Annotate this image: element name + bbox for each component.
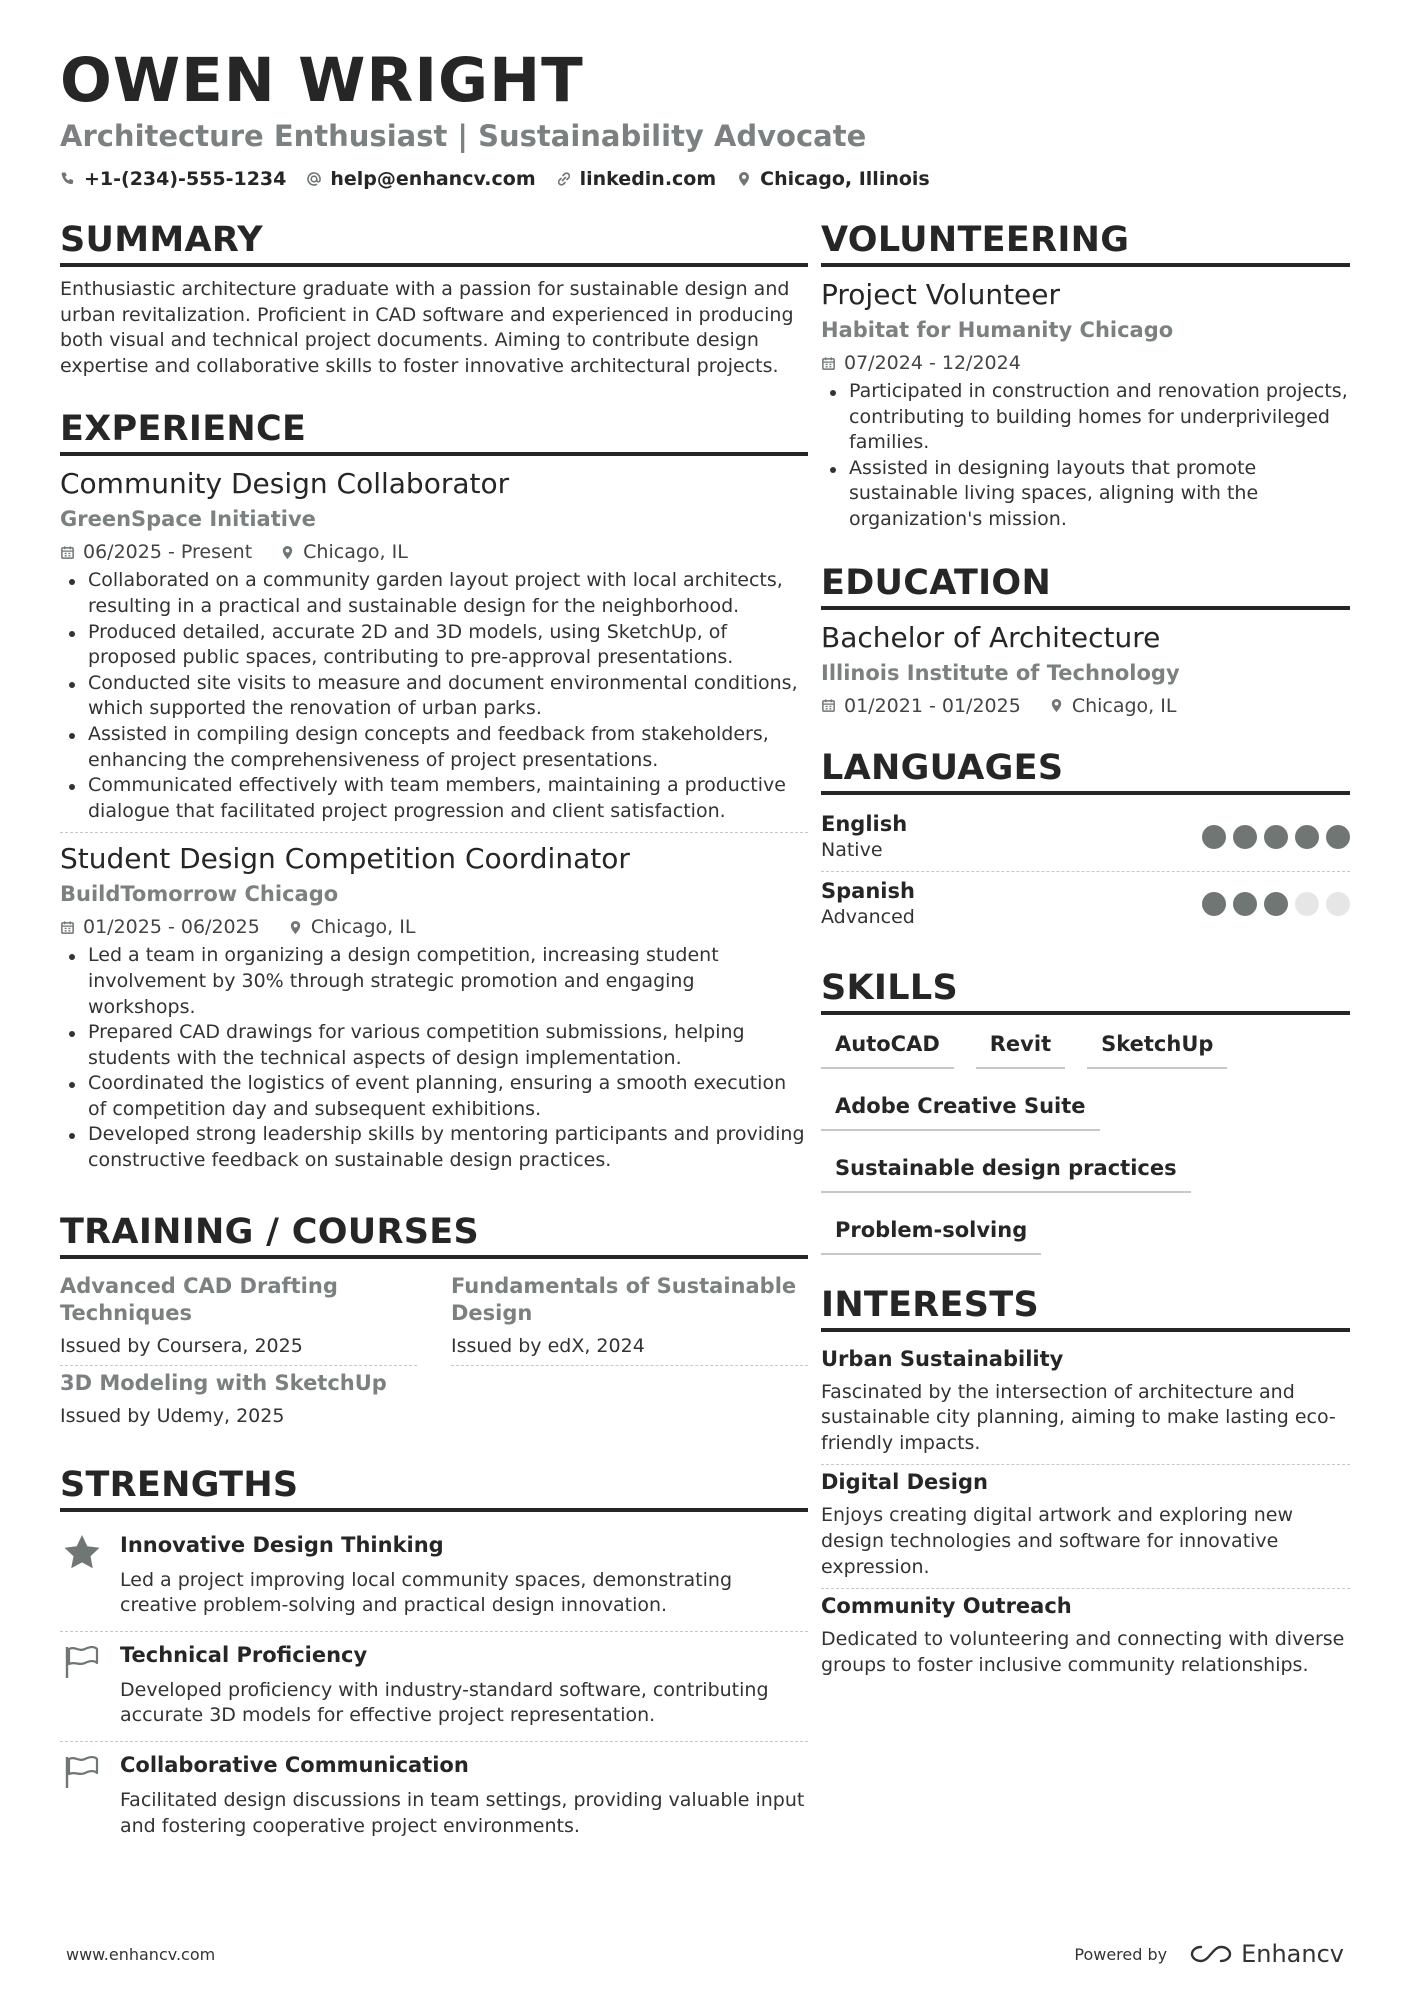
education-dates bbox=[821, 694, 1021, 718]
course-name: Fundamentals of Sustainable Design bbox=[451, 1273, 797, 1325]
job-dates bbox=[60, 915, 260, 939]
experience-section bbox=[60, 409, 808, 1181]
strength-desc: Led a project improving local community spaces, demonstrating creative problem-solving and practical design innovation. bbox=[120, 1568, 733, 1617]
skill-tag: AutoCAD bbox=[821, 1031, 954, 1069]
interest-item bbox=[821, 1589, 1350, 1686]
rating-dot-filled bbox=[1202, 825, 1226, 849]
language-level: Native bbox=[821, 838, 883, 861]
enhancv-wordmark: Enhancv bbox=[1241, 1940, 1344, 1968]
course-item bbox=[451, 1269, 808, 1366]
language-name: English bbox=[821, 811, 908, 836]
job-dates-text: 01/2025 - 06/2025 bbox=[83, 916, 260, 939]
course-issuer: Issued by edX, 2024 bbox=[451, 1334, 645, 1357]
course-name: 3D Modeling with SketchUp bbox=[60, 1370, 387, 1395]
volunteer-role: Project Volunteer bbox=[821, 278, 1061, 311]
job-location-text: Chicago, IL bbox=[310, 916, 416, 939]
candidate-title: Architecture Enthusiast | Sustainability Advocate bbox=[60, 119, 867, 153]
location-text: Chicago, Illinois bbox=[760, 168, 930, 190]
job-bullets bbox=[60, 943, 808, 1173]
flag-icon bbox=[63, 1644, 101, 1680]
rating-dot-filled bbox=[1202, 892, 1226, 916]
language-item bbox=[821, 872, 1350, 938]
interest-title: Digital Design bbox=[821, 1470, 988, 1495]
education-dates-text: 01/2021 - 01/2025 bbox=[844, 694, 1021, 717]
linkedin-text: linkedin.com bbox=[579, 168, 717, 190]
bullet-item: Produced detailed, accurate 2D and 3D models, using SketchUp, of proposed public spaces, contributing to pre-approval presentations. bbox=[60, 620, 808, 671]
job-meta bbox=[60, 540, 808, 564]
strength-item bbox=[60, 1742, 808, 1851]
summary-section bbox=[60, 220, 808, 379]
course-item bbox=[60, 1269, 417, 1366]
rating-dot-filled bbox=[1233, 892, 1257, 916]
location-pin-icon bbox=[1049, 698, 1064, 713]
contact-location bbox=[736, 168, 930, 190]
at-icon bbox=[306, 171, 322, 187]
right-column bbox=[821, 220, 1350, 1881]
resume-columns bbox=[60, 220, 1350, 1881]
calendar-icon bbox=[60, 920, 75, 935]
phone-text: +1-(234)-555-1234 bbox=[84, 168, 287, 190]
volunteer-meta bbox=[821, 351, 1350, 375]
languages-heading: LANGUAGES bbox=[821, 748, 1350, 795]
volunteer-dates-text: 07/2024 - 12/2024 bbox=[844, 352, 1021, 374]
skill-tag: Sustainable design practices bbox=[821, 1155, 1191, 1193]
languages-section bbox=[821, 748, 1350, 938]
calendar-icon bbox=[821, 356, 836, 371]
course-item bbox=[60, 1366, 417, 1435]
bullet-item: Assisted in designing layouts that promote sustainable living spaces, aligning with the organization's mission. bbox=[821, 456, 1350, 533]
strength-desc: Developed proficiency with industry-standard software, contributing accurate 3D models for effective project representation. bbox=[120, 1678, 769, 1727]
company-name: BuildTomorrow Chicago bbox=[60, 882, 339, 907]
rating-dot-filled bbox=[1264, 892, 1288, 916]
strength-icon-wrap bbox=[60, 1642, 104, 1729]
rating-dot-filled bbox=[1326, 825, 1350, 849]
training-section bbox=[60, 1212, 808, 1435]
skill-list bbox=[821, 1025, 1350, 1255]
footer-brand bbox=[1074, 1940, 1344, 1968]
language-rating bbox=[1202, 892, 1350, 916]
experience-entry bbox=[60, 841, 808, 1181]
skill-tag: Adobe Creative Suite bbox=[821, 1093, 1100, 1131]
summary-heading: SUMMARY bbox=[60, 220, 808, 267]
page-footer bbox=[66, 1940, 1344, 1968]
calendar-icon bbox=[821, 698, 836, 713]
phone-icon bbox=[60, 171, 76, 187]
contact-linkedin[interactable] bbox=[556, 168, 717, 190]
calendar-icon bbox=[60, 545, 75, 560]
location-pin-icon bbox=[736, 171, 752, 187]
location-pin-icon bbox=[280, 545, 295, 560]
interest-item bbox=[821, 1342, 1350, 1466]
job-title: Community Design Collaborator bbox=[60, 467, 510, 501]
education-meta bbox=[821, 694, 1350, 718]
volunteering-heading: VOLUNTEERING bbox=[821, 220, 1350, 267]
course-name: Advanced CAD Drafting Techniques bbox=[60, 1273, 338, 1325]
job-location-text: Chicago, IL bbox=[303, 541, 408, 564]
rating-dot-empty bbox=[1295, 892, 1319, 916]
email-text: help@enhancv.com bbox=[330, 168, 536, 190]
skills-section bbox=[821, 968, 1350, 1255]
summary-text: Enthusiastic architecture graduate with a passion for sustainable design and urban revitalization. Proficient in CAD software and experienced in producing both visual and technical project documents. Aiming to contribute design expertise and collaborative skills to foster innovative architectural projects. bbox=[60, 278, 794, 377]
candidate-name: OWEN WRIGHT bbox=[60, 45, 584, 116]
language-item bbox=[821, 805, 1350, 872]
job-location bbox=[288, 915, 416, 939]
company-name: GreenSpace Initiative bbox=[60, 507, 316, 532]
volunteer-org: Habitat for Humanity Chicago bbox=[821, 318, 1174, 342]
school-name: Illinois Institute of Technology bbox=[821, 660, 1180, 685]
job-dates-text: 06/2025 - Present bbox=[83, 541, 253, 564]
skill-tag: Revit bbox=[976, 1031, 1065, 1069]
location-pin-icon bbox=[288, 920, 303, 935]
language-level: Advanced bbox=[821, 905, 915, 928]
course-list bbox=[60, 1269, 808, 1435]
contact-email[interactable] bbox=[306, 168, 535, 190]
bullet-item: Prepared CAD drawings for various competition submissions, helping students with the technical aspects of design implementation. bbox=[60, 1020, 808, 1071]
footer-website-link[interactable]: www.enhancv.com bbox=[66, 1944, 216, 1964]
language-info bbox=[821, 811, 907, 863]
contact-bar bbox=[60, 168, 1350, 190]
experience-entry bbox=[60, 466, 808, 833]
bullet-item: Collaborated on a community garden layout project with local architects, resulting in a practical and sustainable design for the neighborhood. bbox=[60, 568, 808, 619]
bullet-item: Developed strong leadership skills by mentoring participants and providing constructive feedback on sustainable design practices. bbox=[60, 1122, 808, 1173]
strength-body bbox=[120, 1752, 808, 1839]
strength-item bbox=[60, 1632, 808, 1742]
education-section bbox=[821, 563, 1350, 718]
training-heading: TRAINING / COURSES bbox=[60, 1212, 808, 1259]
bullet-item: Participated in construction and renovation projects, contributing to building homes for underprivileged families. bbox=[821, 379, 1350, 456]
interest-item bbox=[821, 1465, 1350, 1589]
bullet-item: Conducted site visits to measure and document environmental conditions, which supported the renovation of urban parks. bbox=[60, 671, 808, 722]
experience-heading: EXPERIENCE bbox=[60, 409, 808, 456]
rating-dot-empty bbox=[1326, 892, 1350, 916]
star-icon bbox=[63, 1534, 101, 1570]
language-info bbox=[821, 878, 915, 930]
interest-desc: Dedicated to volunteering and connecting with diverse groups to foster inclusive community relationships. bbox=[821, 1628, 1345, 1676]
bullet-item: Assisted in compiling design concepts and feedback from stakeholders, enhancing the comprehensiveness of project presentations. bbox=[60, 722, 808, 773]
enhancv-logo[interactable] bbox=[1189, 1940, 1344, 1968]
resume-header bbox=[60, 0, 1350, 190]
strengths-heading: STRENGTHS bbox=[60, 1465, 808, 1512]
strength-icon-wrap bbox=[60, 1532, 104, 1619]
interest-desc: Fascinated by the intersection of architecture and sustainable city planning, aiming to make lasting eco-friendly impacts. bbox=[821, 1380, 1336, 1454]
strength-desc: Facilitated design discussions in team settings, providing valuable input and fostering cooperative project environments. bbox=[120, 1789, 805, 1837]
strengths-section bbox=[60, 1465, 808, 1852]
powered-by-label: Powered by bbox=[1074, 1944, 1168, 1964]
job-title: Student Design Competition Coordinator bbox=[60, 842, 630, 876]
skill-tag: SketchUp bbox=[1087, 1031, 1227, 1069]
contact-phone[interactable] bbox=[60, 168, 286, 190]
enhancv-logo-icon bbox=[1189, 1943, 1233, 1965]
skill-tag: Problem-solving bbox=[821, 1217, 1041, 1255]
interest-title: Community Outreach bbox=[821, 1594, 1072, 1619]
education-heading: EDUCATION bbox=[821, 563, 1350, 610]
education-location-text: Chicago, IL bbox=[1071, 694, 1177, 717]
bullet-item: Led a team in organizing a design competition, increasing student involvement by 30% through strategic promotion and engaging workshops. bbox=[60, 943, 808, 1020]
education-location bbox=[1049, 694, 1177, 718]
strength-body bbox=[120, 1532, 808, 1619]
job-location bbox=[280, 540, 408, 564]
interest-title: Urban Sustainability bbox=[821, 1346, 1064, 1371]
job-dates bbox=[60, 540, 252, 564]
strength-title: Innovative Design Thinking bbox=[120, 1532, 444, 1557]
strength-icon-wrap bbox=[60, 1752, 104, 1839]
interests-heading: INTERESTS bbox=[821, 1285, 1350, 1332]
course-issuer: Issued by Udemy, 2025 bbox=[60, 1404, 285, 1427]
degree-name: Bachelor of Architecture bbox=[821, 620, 1161, 654]
job-meta bbox=[60, 915, 808, 939]
language-name: Spanish bbox=[821, 878, 915, 903]
language-rating bbox=[1202, 825, 1350, 849]
volunteer-dates bbox=[821, 351, 1021, 375]
link-icon bbox=[556, 171, 572, 187]
skills-heading: SKILLS bbox=[821, 968, 1350, 1015]
volunteer-bullets bbox=[821, 379, 1350, 533]
rating-dot-filled bbox=[1295, 825, 1319, 849]
rating-dot-filled bbox=[1264, 825, 1288, 849]
volunteering-section bbox=[821, 220, 1350, 533]
flag-icon bbox=[63, 1754, 101, 1790]
course-issuer: Issued by Coursera, 2025 bbox=[60, 1334, 303, 1357]
job-bullets bbox=[60, 568, 808, 824]
strength-title: Collaborative Communication bbox=[120, 1753, 469, 1778]
bullet-item: Communicated effectively with team members, maintaining a productive dialogue that facilitated project progression and client satisfaction. bbox=[60, 773, 808, 824]
interests-section bbox=[821, 1285, 1350, 1687]
strength-title: Technical Proficiency bbox=[120, 1642, 368, 1667]
left-column bbox=[60, 220, 808, 1881]
strength-body bbox=[120, 1642, 808, 1729]
bullet-item: Coordinated the logistics of event planning, ensuring a smooth execution of competition day and subsequent exhibitions. bbox=[60, 1071, 808, 1122]
strength-item bbox=[60, 1522, 808, 1632]
interest-desc: Enjoys creating digital artwork and exploring new design technologies and software for innovative expression. bbox=[821, 1504, 1294, 1578]
rating-dot-filled bbox=[1233, 825, 1257, 849]
